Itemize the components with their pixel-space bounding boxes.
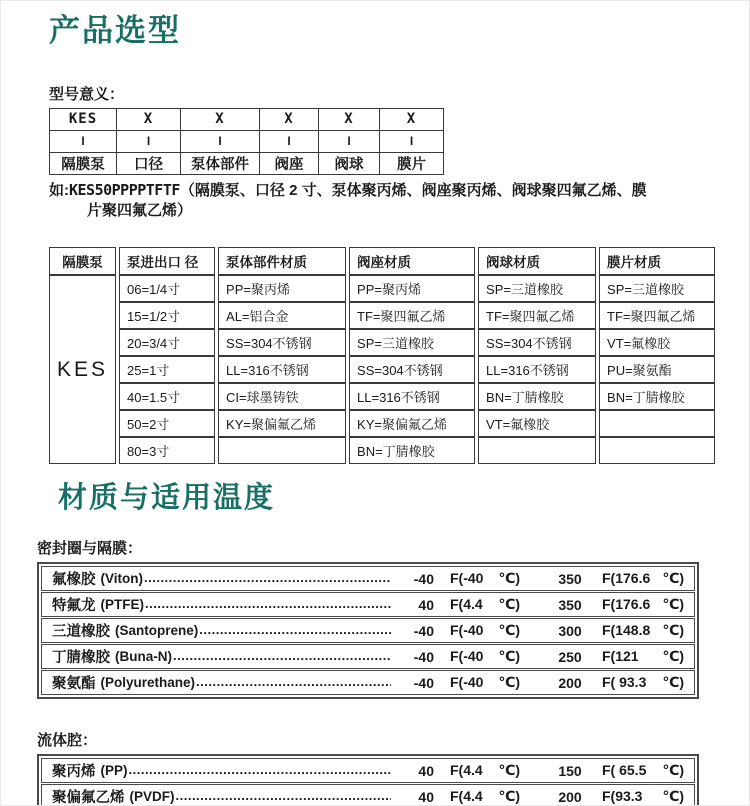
model-name-cell: 隔膜泵 <box>50 152 117 174</box>
material-name-cn: 特氟龙 <box>52 598 96 615</box>
cell-port-size: 50=2寸 <box>119 410 215 437</box>
table-row <box>49 275 715 302</box>
model-code-cell: X <box>319 108 380 130</box>
model-connector-cell: I <box>117 130 181 152</box>
cell-diaphragm-material <box>599 410 715 437</box>
max-temp-c <box>602 570 684 587</box>
model-connector-row <box>50 130 444 152</box>
model-name-cell: 泵体部件 <box>181 152 260 174</box>
max-temp-f: 200 <box>558 674 582 691</box>
min-temp-c <box>450 788 520 805</box>
cell-body-material <box>218 437 346 464</box>
min-temp-f: -40 <box>413 674 434 691</box>
model-code-cell: KES <box>50 108 117 130</box>
celsius-unit: ℃) <box>662 788 684 805</box>
seal-temp-table <box>37 562 699 699</box>
cell-ball-material: TF=聚四氟乙烯 <box>478 302 596 329</box>
min-temp-f: -40 <box>413 648 434 665</box>
seal-diaphragm-label: 密封圈与隔膜： <box>37 540 143 558</box>
min-temp-f: -40 <box>413 570 434 587</box>
max-temp-c <box>602 762 684 779</box>
cell-diaphragm-material: VT=氟橡胶 <box>599 329 715 356</box>
min-temp-c-value: F(4.4 <box>450 596 483 613</box>
model-name-row <box>50 152 444 174</box>
material-name-en: (Polyurethane) <box>100 675 196 691</box>
table-row <box>49 329 715 356</box>
dotted-leader <box>199 622 391 637</box>
celsius-unit: ℃) <box>498 648 520 665</box>
max-temp-c <box>602 596 684 613</box>
table-row <box>49 356 715 383</box>
col-header-ball-material: 阀球材质 <box>478 247 596 275</box>
min-temp-c <box>450 596 520 613</box>
cell-ball-material: SS=304不锈钢 <box>478 329 596 356</box>
min-temp-c <box>450 674 520 691</box>
max-temp-f: 150 <box>558 762 582 779</box>
dotted-leader <box>129 762 392 777</box>
min-temp-f: 40 <box>418 762 434 779</box>
max-temp-f: 250 <box>558 648 582 665</box>
cell-body-material: PP=聚丙烯 <box>218 275 346 302</box>
material-name-en: (PTFE) <box>100 597 144 613</box>
cell-ball-material: VT=氟橡胶 <box>478 410 596 437</box>
material-temp-row <box>41 644 695 669</box>
celsius-unit: ℃) <box>662 674 684 691</box>
max-temp-c-value: F(93.3 <box>602 788 643 805</box>
material-temp-row <box>41 784 695 806</box>
celsius-unit: ℃) <box>662 762 684 779</box>
material-temp-row <box>41 670 695 695</box>
dotted-leader <box>176 788 392 803</box>
cell-diaphragm-material: BN=丁腈橡胶 <box>599 383 715 410</box>
cell-body-material: LL=316不锈钢 <box>218 356 346 383</box>
fluid-temp-table <box>37 754 699 806</box>
section-title-materials: 材质与适用温度 <box>58 482 276 515</box>
material-name-en: (PVDF) <box>129 789 175 805</box>
material-temp-row <box>41 758 695 783</box>
table-row <box>49 410 715 437</box>
celsius-unit: ℃) <box>498 788 520 805</box>
cell-seat-material: PP=聚丙烯 <box>349 275 475 302</box>
cell-port-size: 80=3寸 <box>119 437 215 464</box>
dotted-leader <box>144 570 391 585</box>
celsius-unit: ℃) <box>498 570 520 587</box>
celsius-unit: ℃) <box>498 762 520 779</box>
cell-body-material: SS=304不锈钢 <box>218 329 346 356</box>
model-code-cell: X <box>260 108 319 130</box>
cell-ball-material: BN=丁腈橡胶 <box>478 383 596 410</box>
material-name-en: (Santoprene) <box>115 623 199 639</box>
series-code-cell: KES <box>49 275 116 464</box>
table-row <box>49 437 715 464</box>
material-name-en: (PP) <box>100 763 128 779</box>
cell-seat-material: SS=304不锈钢 <box>349 356 475 383</box>
max-temp-c-value: F(176.6 <box>602 570 651 587</box>
min-temp-c-value: F(-40 <box>450 570 484 587</box>
max-temp-f: 200 <box>558 788 582 805</box>
material-name-en: (Buna-N) <box>115 649 172 665</box>
cell-diaphragm-material: SP=三道橡胶 <box>599 275 715 302</box>
min-temp-f: 40 <box>418 596 434 613</box>
max-temp-f: 350 <box>558 596 582 613</box>
model-example-line2: 片聚四氟乙烯） <box>87 202 193 220</box>
cell-seat-material: SP=三道橡胶 <box>349 329 475 356</box>
model-connector-cell: I <box>319 130 380 152</box>
max-temp-f: 300 <box>558 622 582 639</box>
material-name-cn: 氟橡胶 <box>52 572 96 589</box>
material-temp-row <box>41 618 695 643</box>
cell-port-size: 40=1.5寸 <box>119 383 215 410</box>
material-temp-row <box>41 592 695 617</box>
model-connector-cell: I <box>181 130 260 152</box>
cell-port-size: 15=1/2寸 <box>119 302 215 329</box>
model-name-cell: 阀球 <box>319 152 380 174</box>
max-temp-c-value: F( 93.3 <box>602 674 647 691</box>
model-example <box>49 181 709 222</box>
cell-diaphragm-material <box>599 437 715 464</box>
model-code-cell: X <box>117 108 181 130</box>
max-temp-c <box>602 788 684 805</box>
cell-body-material: AL=铝合金 <box>218 302 346 329</box>
cell-seat-material: KY=聚偏氟乙烯 <box>349 410 475 437</box>
max-temp-c <box>602 648 684 665</box>
col-header-port-size: 泵进出口 径 <box>119 247 215 275</box>
min-temp-c <box>450 570 520 587</box>
celsius-unit: ℃) <box>498 596 520 613</box>
cell-ball-material <box>478 437 596 464</box>
dotted-leader <box>145 596 391 611</box>
material-name-cn: 丁腈橡胶 <box>52 650 110 667</box>
max-temp-c-value: F( 65.5 <box>602 762 647 779</box>
min-temp-c <box>450 648 520 665</box>
cell-port-size: 06=1/4寸 <box>119 275 215 302</box>
model-meaning-table <box>49 108 444 175</box>
cell-body-material: CI=球墨铸铁 <box>218 383 346 410</box>
model-name-cell: 阀座 <box>260 152 319 174</box>
selection-table <box>46 247 718 464</box>
celsius-unit: ℃) <box>662 648 684 665</box>
cell-ball-material: LL=316不锈钢 <box>478 356 596 383</box>
example-prefix: 如: <box>49 181 69 199</box>
max-temp-f: 350 <box>558 570 582 587</box>
celsius-unit: ℃) <box>498 674 520 691</box>
cell-diaphragm-material: PU=聚氨酯 <box>599 356 715 383</box>
material-name-cn: 聚丙烯 <box>52 764 96 781</box>
max-temp-c-value: F(121 <box>602 648 639 665</box>
model-name-cell: 膜片 <box>380 152 444 174</box>
max-temp-c-value: F(176.6 <box>602 596 651 613</box>
model-connector-cell: I <box>260 130 319 152</box>
max-temp-c <box>602 674 684 691</box>
col-header-pump: 隔膜泵 <box>49 247 116 275</box>
cell-port-size: 25=1寸 <box>119 356 215 383</box>
min-temp-f: 40 <box>418 788 434 805</box>
min-temp-c-value: F(-40 <box>450 648 484 665</box>
material-name-cn: 三道橡胶 <box>52 624 110 641</box>
cell-seat-material: TF=聚四氟乙烯 <box>349 302 475 329</box>
cell-diaphragm-material: TF=聚四氟乙烯 <box>599 302 715 329</box>
selection-header-row <box>49 247 715 275</box>
material-name-en: (Viton) <box>100 571 143 587</box>
celsius-unit: ℃) <box>662 596 684 613</box>
dotted-leader <box>173 648 391 663</box>
min-temp-c-value: F(4.4 <box>450 788 483 805</box>
min-temp-c <box>450 622 520 639</box>
cell-body-material: KY=聚偏氟乙烯 <box>218 410 346 437</box>
model-connector-cell: I <box>50 130 117 152</box>
max-temp-c-value: F(148.8 <box>602 622 651 639</box>
col-header-body-material: 泵体部件材质 <box>218 247 346 275</box>
celsius-unit: ℃) <box>662 570 684 587</box>
celsius-unit: ℃) <box>662 622 684 639</box>
material-temp-row <box>41 566 695 591</box>
material-name-cn: 聚偏氟乙烯 <box>52 790 125 806</box>
model-connector-cell: I <box>380 130 444 152</box>
material-name-cn: 聚氨酯 <box>52 676 96 693</box>
table-row <box>49 302 715 329</box>
page-title: 产品选型 <box>49 13 181 48</box>
min-temp-c-value: F(4.4 <box>450 762 483 779</box>
min-temp-c-value: F(-40 <box>450 622 484 639</box>
cell-seat-material: LL=316不锈钢 <box>349 383 475 410</box>
cell-ball-material: SP=三道橡胶 <box>478 275 596 302</box>
table-row <box>49 383 715 410</box>
cell-seat-material: BN=丁腈橡胶 <box>349 437 475 464</box>
min-temp-c-value: F(-40 <box>450 674 484 691</box>
col-header-diaphragm-material: 膜片材质 <box>599 247 715 275</box>
model-code-row <box>50 108 444 130</box>
dotted-leader <box>196 674 391 689</box>
model-code-cell: X <box>181 108 260 130</box>
fluid-chamber-label: 流体腔： <box>37 732 98 750</box>
model-code-cell: X <box>380 108 444 130</box>
model-example-line1 <box>49 181 709 201</box>
max-temp-c <box>602 622 684 639</box>
model-name-cell: 口径 <box>117 152 181 174</box>
min-temp-f: -40 <box>413 622 434 639</box>
example-description: （隔膜泵、口径 2 寸、泵体聚丙烯、阀座聚丙烯、阀球聚四氟乙烯、膜 <box>179 181 647 199</box>
col-header-seat-material: 阀座材质 <box>349 247 475 275</box>
min-temp-c <box>450 762 520 779</box>
cell-port-size: 20=3/4寸 <box>119 329 215 356</box>
model-meaning-label: 型号意义： <box>49 85 125 103</box>
example-model-code: KES50PPPPTFTF <box>69 180 180 199</box>
celsius-unit: ℃) <box>498 622 520 639</box>
